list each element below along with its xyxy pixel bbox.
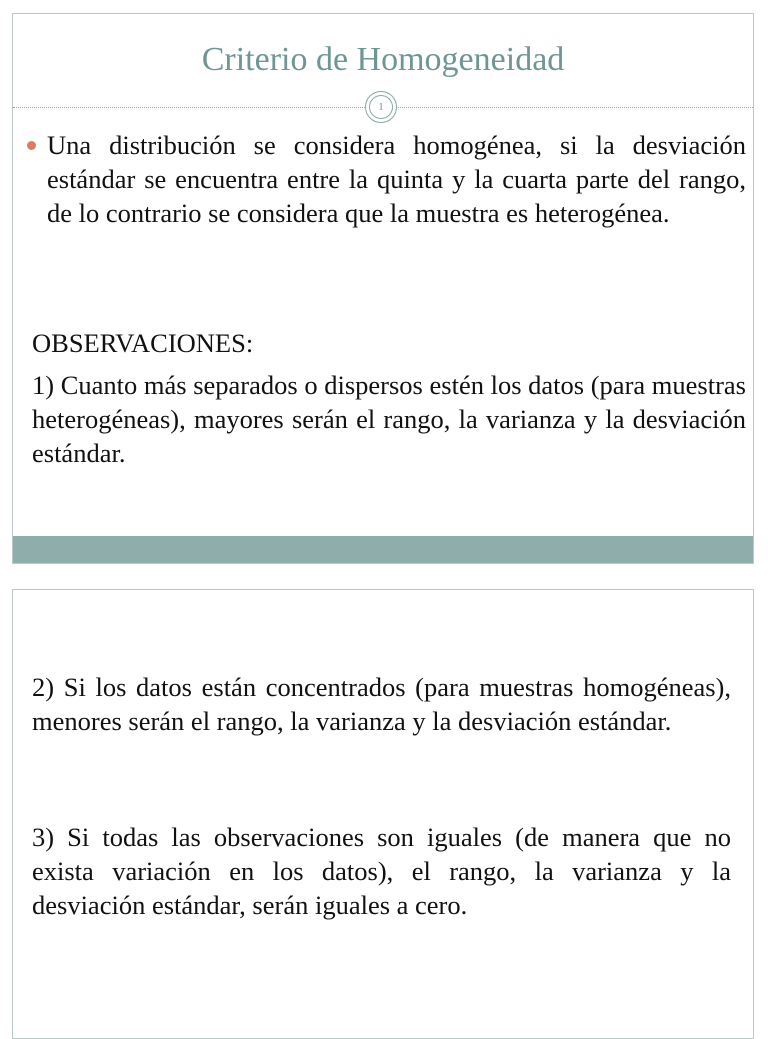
slide-1 bbox=[12, 13, 754, 564]
observation-2: 2) Si los datos están concentrados (para muestras homogéneas), menores serán el rango, la varianza y la desviación estándar. bbox=[32, 672, 731, 736]
slide-footer-band bbox=[13, 536, 753, 563]
observation-1: 1) Cuanto más separados o dispersos estén los datos (para muestras heterogéneas), mayores serán el rango, la varianza y la desviación estándar. bbox=[32, 370, 746, 468]
page-number: 1 bbox=[369, 95, 393, 119]
bullet-dot-icon bbox=[27, 141, 36, 150]
slide-title: Criterio de Homogeneidad bbox=[201, 41, 565, 78]
bullet-text: Una distribución se considera homogénea, si la desviación estándar se encuentra entre la quinta y la cuarta parte del rango, de lo contrario se considera que la muestra es heterogénea. bbox=[47, 130, 746, 228]
observations-heading: OBSERVACIONES: bbox=[32, 328, 254, 358]
slide-2 bbox=[12, 589, 754, 1039]
page-number-badge bbox=[365, 91, 397, 123]
observation-3: 3) Si todas las observaciones son iguales (de manera que no exista variación en los datos), el rango, la varianza y la desviación estándar, serán iguales a cero. bbox=[32, 822, 731, 920]
